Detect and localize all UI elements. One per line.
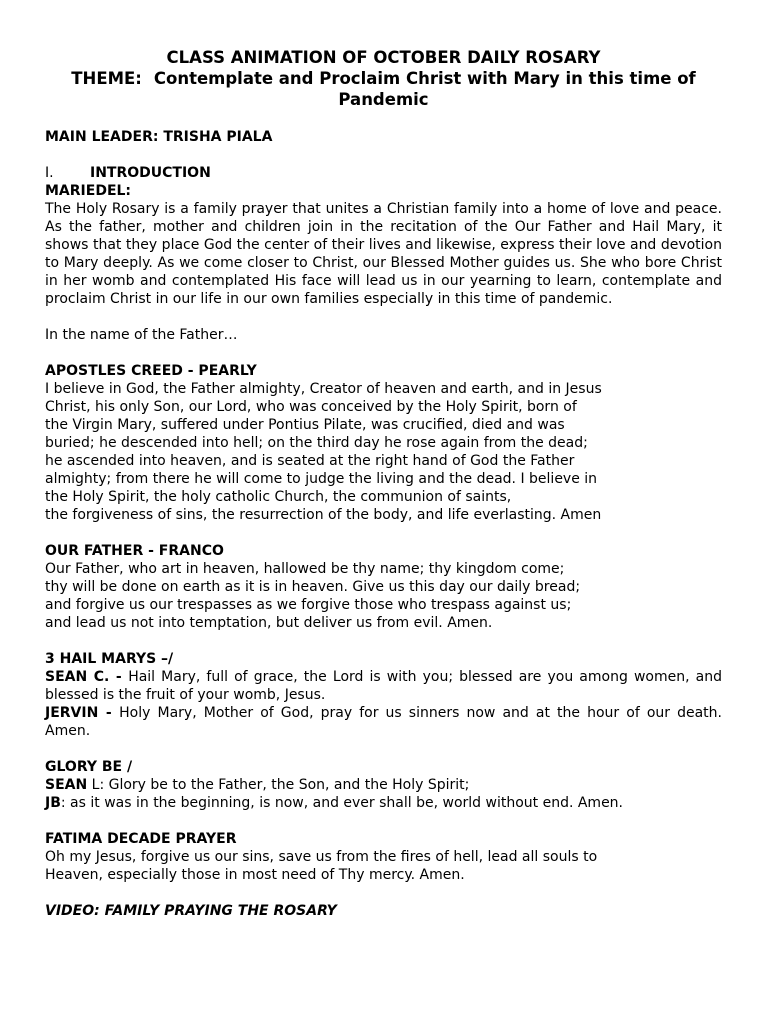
theme-text-1: Contemplate and Proclaim Christ with Mary in this time of — [153, 69, 696, 88]
speaker-label: JERVIN - — [45, 705, 120, 721]
our-father-heading: OUR FATHER - FRANCO — [45, 543, 224, 559]
theme-line-2: Pandemic — [338, 90, 429, 109]
creed-line: almighty; from there he will come to judge the living and the dead. I believe in — [45, 471, 598, 487]
creed-line: Christ, his only Son, our Lord, who was conceived by the Holy Spirit, born of — [45, 399, 577, 415]
creed-line: the Holy Spirit, the holy catholic Church, the communion of saints, — [45, 489, 512, 505]
creed-line: the forgiveness of sins, the resurrection of the body, and life everlasting. Amen — [45, 507, 602, 523]
fatima-heading: FATIMA DECADE PRAYER — [45, 831, 237, 847]
document-title: CLASS ANIMATION OF OCTOBER DAILY ROSARY — [166, 48, 601, 67]
glory-be-line-2 — [45, 794, 722, 812]
our-father-line: and forgive us our trespasses as we forgive those who trespass against us; — [45, 597, 572, 613]
apostles-creed-text — [45, 380, 722, 524]
glory-be-text-2: : as it was in the beginning, is now, and ever shall be, world without end. Amen. — [60, 795, 624, 811]
our-father-line: Our Father, who art in heaven, hallowed be thy name; thy kingdom come; — [45, 561, 565, 577]
our-father-line: and lead us not into temptation, but deliver us from evil. Amen. — [45, 615, 493, 631]
hail-mary-part-2 — [45, 704, 722, 740]
hail-mary-text-1: Hail Mary, full of grace, the Lord is with you; blessed are you among women, and blessed is the fruit of your womb, Jesus. — [45, 669, 722, 703]
introduction-closing: In the name of the Father… — [45, 327, 238, 343]
creed-line: I believe in God, the Father almighty, Creator of heaven and earth, and in Jesus — [45, 381, 602, 397]
our-father-text — [45, 560, 722, 632]
glory-be-heading: GLORY BE / — [45, 759, 133, 775]
main-leader: MAIN LEADER: TRISHA PIALA — [45, 129, 273, 145]
theme-line-1 — [45, 68, 722, 89]
glory-be-line-1 — [45, 776, 722, 794]
theme-label: THEME: — [71, 69, 142, 88]
video-note: VIDEO: FAMILY PRAYING THE ROSARY — [45, 903, 337, 919]
hail-mary-part-1 — [45, 668, 722, 704]
our-father-line: thy will be done on earth as it is in heaven. Give us this day our daily bread; — [45, 579, 581, 595]
introduction-heading — [45, 164, 722, 182]
creed-line: the Virgin Mary, suffered under Pontius Pilate, was crucified, died and was — [45, 417, 565, 433]
document-page — [45, 47, 722, 920]
speaker-label: JB — [45, 795, 61, 811]
glory-be-text-1: L: Glory be to the Father, the Son, and the Holy Spirit; — [87, 777, 470, 793]
introduction-title: INTRODUCTION — [90, 165, 211, 181]
hail-marys-heading: 3 HAIL MARYS –/ — [45, 651, 174, 667]
introduction-paragraph: The Holy Rosary is a family prayer that unites a Christian family into a home of love and peace. As the father, mother and children join in the recitation of the Our Father and Hail Mary, it shows that they place God the center of their lives and likewise, express their love and devotion to Mary deeply. As we come closer to Christ, our Blessed Mother guides us. She who bore Christ in her womb and contemplated His face will lead us in our yearning to learn, contemplate and proclaim Christ in our life in our own families especially in this time of pandemic. — [45, 201, 722, 307]
creed-line: he ascended into heaven, and is seated at the right hand of God the Father — [45, 453, 575, 469]
introduction-speaker: MARIEDEL: — [45, 183, 132, 199]
apostles-creed-heading: APOSTLES CREED - PEARLY — [45, 363, 257, 379]
speaker-label: SEAN C. - — [45, 669, 129, 685]
creed-line: buried; he descended into hell; on the third day he rose again from the dead; — [45, 435, 588, 451]
speaker-label: SEAN — [45, 777, 88, 793]
fatima-line: Oh my Jesus, forgive us our sins, save us from the fires of hell, lead all souls to — [45, 849, 598, 865]
section-number: I. — [45, 165, 54, 181]
fatima-line: Heaven, especially those in most need of Thy mercy. Amen. — [45, 867, 465, 883]
hail-mary-text-2: Holy Mary, Mother of God, pray for us sinners now and at the hour of our death. Amen. — [45, 705, 722, 739]
fatima-text — [45, 848, 722, 884]
